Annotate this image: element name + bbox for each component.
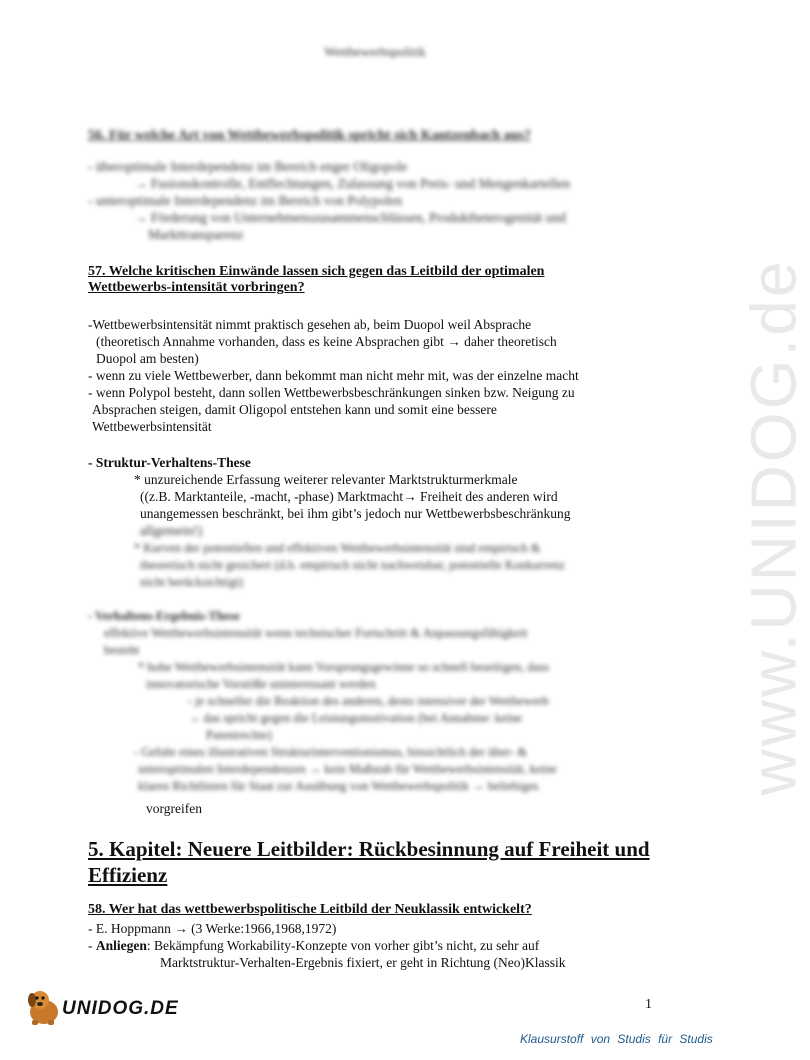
question-57 [88,264,658,296]
svt-blurred [88,540,648,591]
q58-anliegen-label: Anliegen [95,938,147,953]
q57-line: Absprachen steigen, damit Oligopol entstehen kann und somit eine bessere [92,402,497,417]
vet-line: - Gefahr eines illustrativen Strukturinterventionismus, hinsichtlich der über- & [134,745,528,759]
q58-line: - Anliegen: Bekämpfung Workability-Konzepte von vorher gibt’s nicht, zu sehr auf [88,938,540,953]
vet-line: effektive Wettbewerbsintensität wenn technischer Fortschritt & Anpassungsfähigkeit [104,626,528,640]
svt-line: nicht berücksichtigt) [140,575,244,589]
q58-line: - E. Hoppmann → (3 Werke:1966,1968,1972) [88,921,337,936]
vet-line: * hohe Wettbewerbsintensität kann Vorsprungsgewinne so schnell beseitigen, dass [138,660,550,674]
svt-heading: - Struktur-Verhaltens-These [88,455,251,470]
vet-line-last: vorgreifen [146,801,202,816]
dog-logo-icon [22,984,66,1028]
chapter-heading-line-1: 5. Kapitel: Neuere Leitbilder: Rückbesinnung auf Freiheit und [88,837,650,861]
chapter-heading-line-2: Effizienz [88,863,168,887]
svt-line: ((z.B. Marktanteile, -macht, -phase) Marktmacht→ Freiheit des anderen wird [140,489,558,504]
question-58 [88,902,668,971]
q57-line: Wettbewerbsintensität [92,419,212,434]
vet-line: - je schneller die Reaktion des anderen, desto intensiver der Wettbewerb [188,694,549,708]
q56-line: → Förderung von Unternehmenszusammenschlüssen, Produktheterogenität und [134,210,566,225]
svt-line: unangemessen beschränkt, bei ihm gibt’s jedoch nur Wettbewerbsbeschränkung [140,506,571,521]
svt-line: * unzureichende Erfassung weiterer relevanter Marktstrukturmerkmale [134,472,518,487]
q58-line: Marktstruktur-Verhalten-Ergebnis fixiert, er geht in Richtung (Neo)Klassik [160,955,566,970]
chapter-heading [88,836,668,888]
question-56-title: 56. Für welche Art von Wettbewerbspolitik spricht sich Kantzenbach aus? [88,128,531,143]
question-58-title: 58. Wer hat das wettbewerbspolitische Leitbild der Neuklassik entwickelt? [88,902,532,917]
vet-line: innovatorische Vorstöße uninteressant werden [146,677,376,691]
struktur-verhaltens-these [88,454,658,539]
q57-line: (theoretisch Annahme vorhanden, dass es keine Absprachen gibt → daher theoretisch [96,334,557,349]
svt-line: * Kurven der potentiellen und effektiven Wettbewerbsintensität sind empirisch & [134,541,541,555]
question-57-title-2: Wettbewerbs-intensität vorbringen? [88,280,305,295]
q58-anliegen-text: : Bekämpfung Workability-Konzepte von vorher gibt’s nicht, zu sehr auf [146,938,540,953]
watermark: www.UNIDOG.de [737,258,810,796]
footer-slogan: Klausurstoff von Studis für Studis [520,1032,713,1046]
page-number: 1 [645,997,652,1012]
vet-line: klaren Richtlinien für Staat zur Ausübung von Wettbewerbspolitik → beliebiges [138,779,539,793]
vet-line: → das spricht gegen die Leistungsmotivation (bei Annahme: keine [188,711,522,725]
svt-line: theoretisch nicht gesichert (d.h. empirisch nicht nachweisbar, potentielle Konkurrenz [140,558,565,572]
q57-line: - wenn zu viele Wettbewerber, dann bekommt man nicht mehr mit, was der einzelne macht [88,368,579,383]
verhaltens-ergebnis-these [88,608,653,795]
q57-line: Duopol am besten) [96,351,199,366]
q56-line: - überoptimale Interdependenz im Bereich enger Oligopole [88,159,408,174]
vet-line: Patentrechte) [206,728,272,742]
page-header: Wettbewerbspolitik [324,44,426,59]
vet-line: besteht [104,643,140,657]
vet-heading: - Verhaltens-Ergebnis-These [88,609,240,623]
q56-line: - unteroptimale Interdependenz im Bereich von Polypolen [88,193,403,208]
q56-line: → Fusionskontrolle, Entflechtungen, Zulassung von Preis- und Mengenkartellen [134,176,571,191]
logo-text: UNIDOG.DE [62,998,179,1019]
question-57-title-1: 57. Welche kritischen Einwände lassen sich gegen das Leitbild der optimalen [88,264,545,279]
q57-line: - wenn Polypol besteht, dann sollen Wettbewerbsbeschränkungen sinken bzw. Neigung zu [88,385,575,400]
vet-line: unteroptimalen Interdependenzen → kein Maßstab für Wettbewerbsintensität, keine [138,762,557,776]
svt-line: allgemein!) [140,523,203,538]
q56-line: Markttransparenz [148,227,244,242]
q57-body [88,316,658,435]
q57-line: -Wettbewerbsintensität nimmt praktisch gesehen ab, beim Duopol weil Absprache [88,317,532,332]
question-56 [88,128,648,243]
